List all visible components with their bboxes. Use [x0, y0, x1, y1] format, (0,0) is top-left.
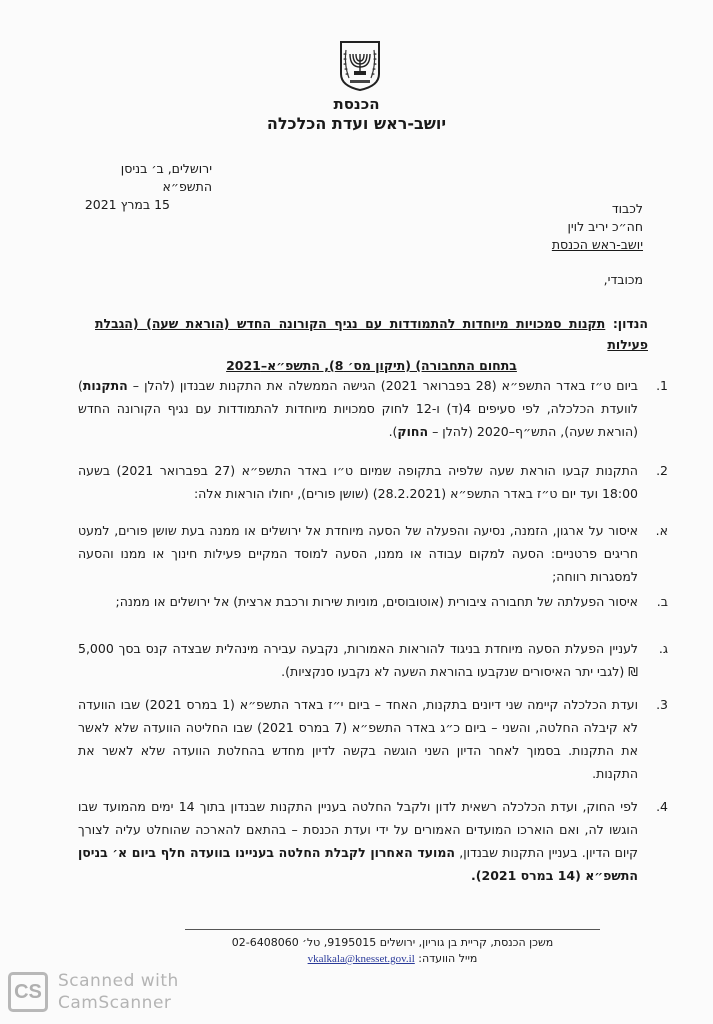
defined-term: התקנות: [82, 378, 128, 393]
camscanner-logo-icon: CS: [8, 972, 48, 1012]
paragraph-number: 1.: [656, 378, 668, 393]
greeting: מכובדי,: [603, 272, 643, 287]
deadline-statement: המועד האחרון לקבלת החלטה בעניינו בוועדה חלף ביום א׳ בניסן התשפ״א (14 במרס 2021).: [78, 845, 638, 883]
subject-title-line1: תקנות סמכויות מיוחדות להתמודדות עם נגיף הקורונה החדש (הוראת שעה) (הגבלת פעילות: [95, 316, 648, 352]
paragraph-number: 3.: [656, 697, 668, 712]
addressee-block: [552, 200, 643, 254]
date-block: [80, 160, 212, 214]
paragraph-1: [78, 374, 668, 443]
paragraph-3: [78, 693, 668, 785]
sub-item-letter: ג.: [658, 641, 668, 656]
addressee-title: יושב-ראש הכנסת: [551, 237, 643, 252]
addressee-salutation: לכבוד: [611, 201, 643, 216]
footer-email-link[interactable]: vkalkala@knesset.gov.il: [307, 953, 415, 965]
sub-item-a: [78, 519, 668, 588]
hebrew-date: ירושלים, ב׳ בניסן התשפ״א: [120, 161, 212, 194]
paragraph-number: 2.: [656, 463, 668, 478]
subject-title-line2: בתחום התחבורה) (תיקון מס׳ 8), התשפ״א–2021: [226, 358, 517, 373]
camscanner-watermark: [8, 970, 179, 1014]
knesset-emblem-icon: [339, 40, 381, 92]
sub-item-letter: א.: [655, 523, 668, 538]
office-title: יושב-ראש ועדת הכלכלה: [266, 114, 447, 133]
paragraph-number: 4.: [656, 799, 668, 814]
subject-prefix: הנדון:: [612, 316, 648, 331]
addressee-name: חה״כ יריב לוין: [567, 219, 643, 234]
paragraph-text: ועדת הכלכלה קיימה שני דיונים בתקנות, האחד – ביום י״ז באדר התשפ״א (1 במרס 2021) שבו הוועדה לא קיבלה החלטה, והשני – ביום כ״ג באדר התשפ״א (7 במרס 2021) שבו החליטה הוועדה שלא לאשר את התקנות. בסמוך לאחר הדיון השני הוגשה בקשה לדיון מחדש בהחלטת הוועדה שלא לאשר את התקנות.: [78, 697, 638, 781]
footer-email-label: מייל הוועדה:: [418, 952, 478, 965]
watermark-line1: Scanned with: [58, 971, 179, 991]
footer-address: משכן הכנסת, קריית בן גוריון, ירושלים 9195015, טל׳ 02-6408060: [231, 936, 554, 949]
footer-divider: [185, 929, 600, 930]
paragraph-4: [78, 795, 668, 887]
paragraph-text: התקנות קבעו הוראת שעה שלפיה בתקופה שמיום ט״ו באדר התשפ״א (27 בפברואר 2021) בשעה 18:00 ועד יום ט״ז באדר התשפ״א (28.2.2021) (שושן פורים), יחולו הוראות אלה:: [78, 463, 638, 501]
sub-item-c: [78, 637, 668, 683]
defined-term: החוק: [397, 424, 429, 439]
institution-name: הכנסת: [333, 95, 380, 113]
gregorian-date: 15 במרץ 2021: [84, 197, 170, 212]
sub-item-b: [78, 590, 668, 613]
sub-item-letter: ב.: [656, 594, 668, 609]
paragraph-text: ביום ט״ז באדר התשפ״א (28 בפברואר 2021) הגישה הממשלה את התקנות שבנדון (להלן –: [127, 378, 638, 393]
subject-line: [95, 313, 648, 376]
paragraph-2: [78, 459, 668, 505]
sub-item-text: איסור הפעלתה של תחבורה ציבורית (אוטובוסים, מוניות שירות ורכבת ארצית) אל ירושלים או ממנה;: [115, 594, 638, 609]
paragraph-text: ) לוועדת הכלכלה, לפי סעיפים 4(ד) ו-12 לחוק סמכויות מיוחדות להתמודדות עם נגיף הקורונה החדש (הוראת שעה), התש״ף–2020 (להלן –: [78, 378, 639, 439]
watermark-line2: CamScanner: [58, 993, 172, 1013]
sub-item-text: איסור על ארגון, הזמנה, נסיעה והפעלה של הסעה מיוחדת אל ירושלים או ממנה בעת שושן פורים, למעט חריגים פרטניים: הסעה למקום עבודה או ממנו, הסעה למוסד המקיים פעילות חינוך או ממנו והסעה למסגרות רווחה;: [78, 523, 638, 584]
footer: [185, 935, 600, 967]
paragraph-text: לפי החוק, ועדת הכלכלה רשאית לדון ולקבל החלטה בעניין התקנות שבנדון בתוך 14 ימים מהמועד שבו הוגשו לה, ואם הוארכו המועדים האמורים על ידי ועדת הכנסת – בהתאם להארכה שהוחלט עליה לצורך קיום הדיון. בעניין התקנות שבנדון,: [78, 799, 638, 860]
sub-item-text: לעניין הפעלת הסעה מיוחדת בניגוד להוראות האמורות, נקבעה עבירה מינהלית שבצדה קנס בסך 5,000 ₪ (לגבי יתר האיסורים שנקבעו בהוראת השעה לא נקבעו סנקציות).: [78, 641, 638, 679]
paragraph-text: ).: [388, 424, 398, 439]
